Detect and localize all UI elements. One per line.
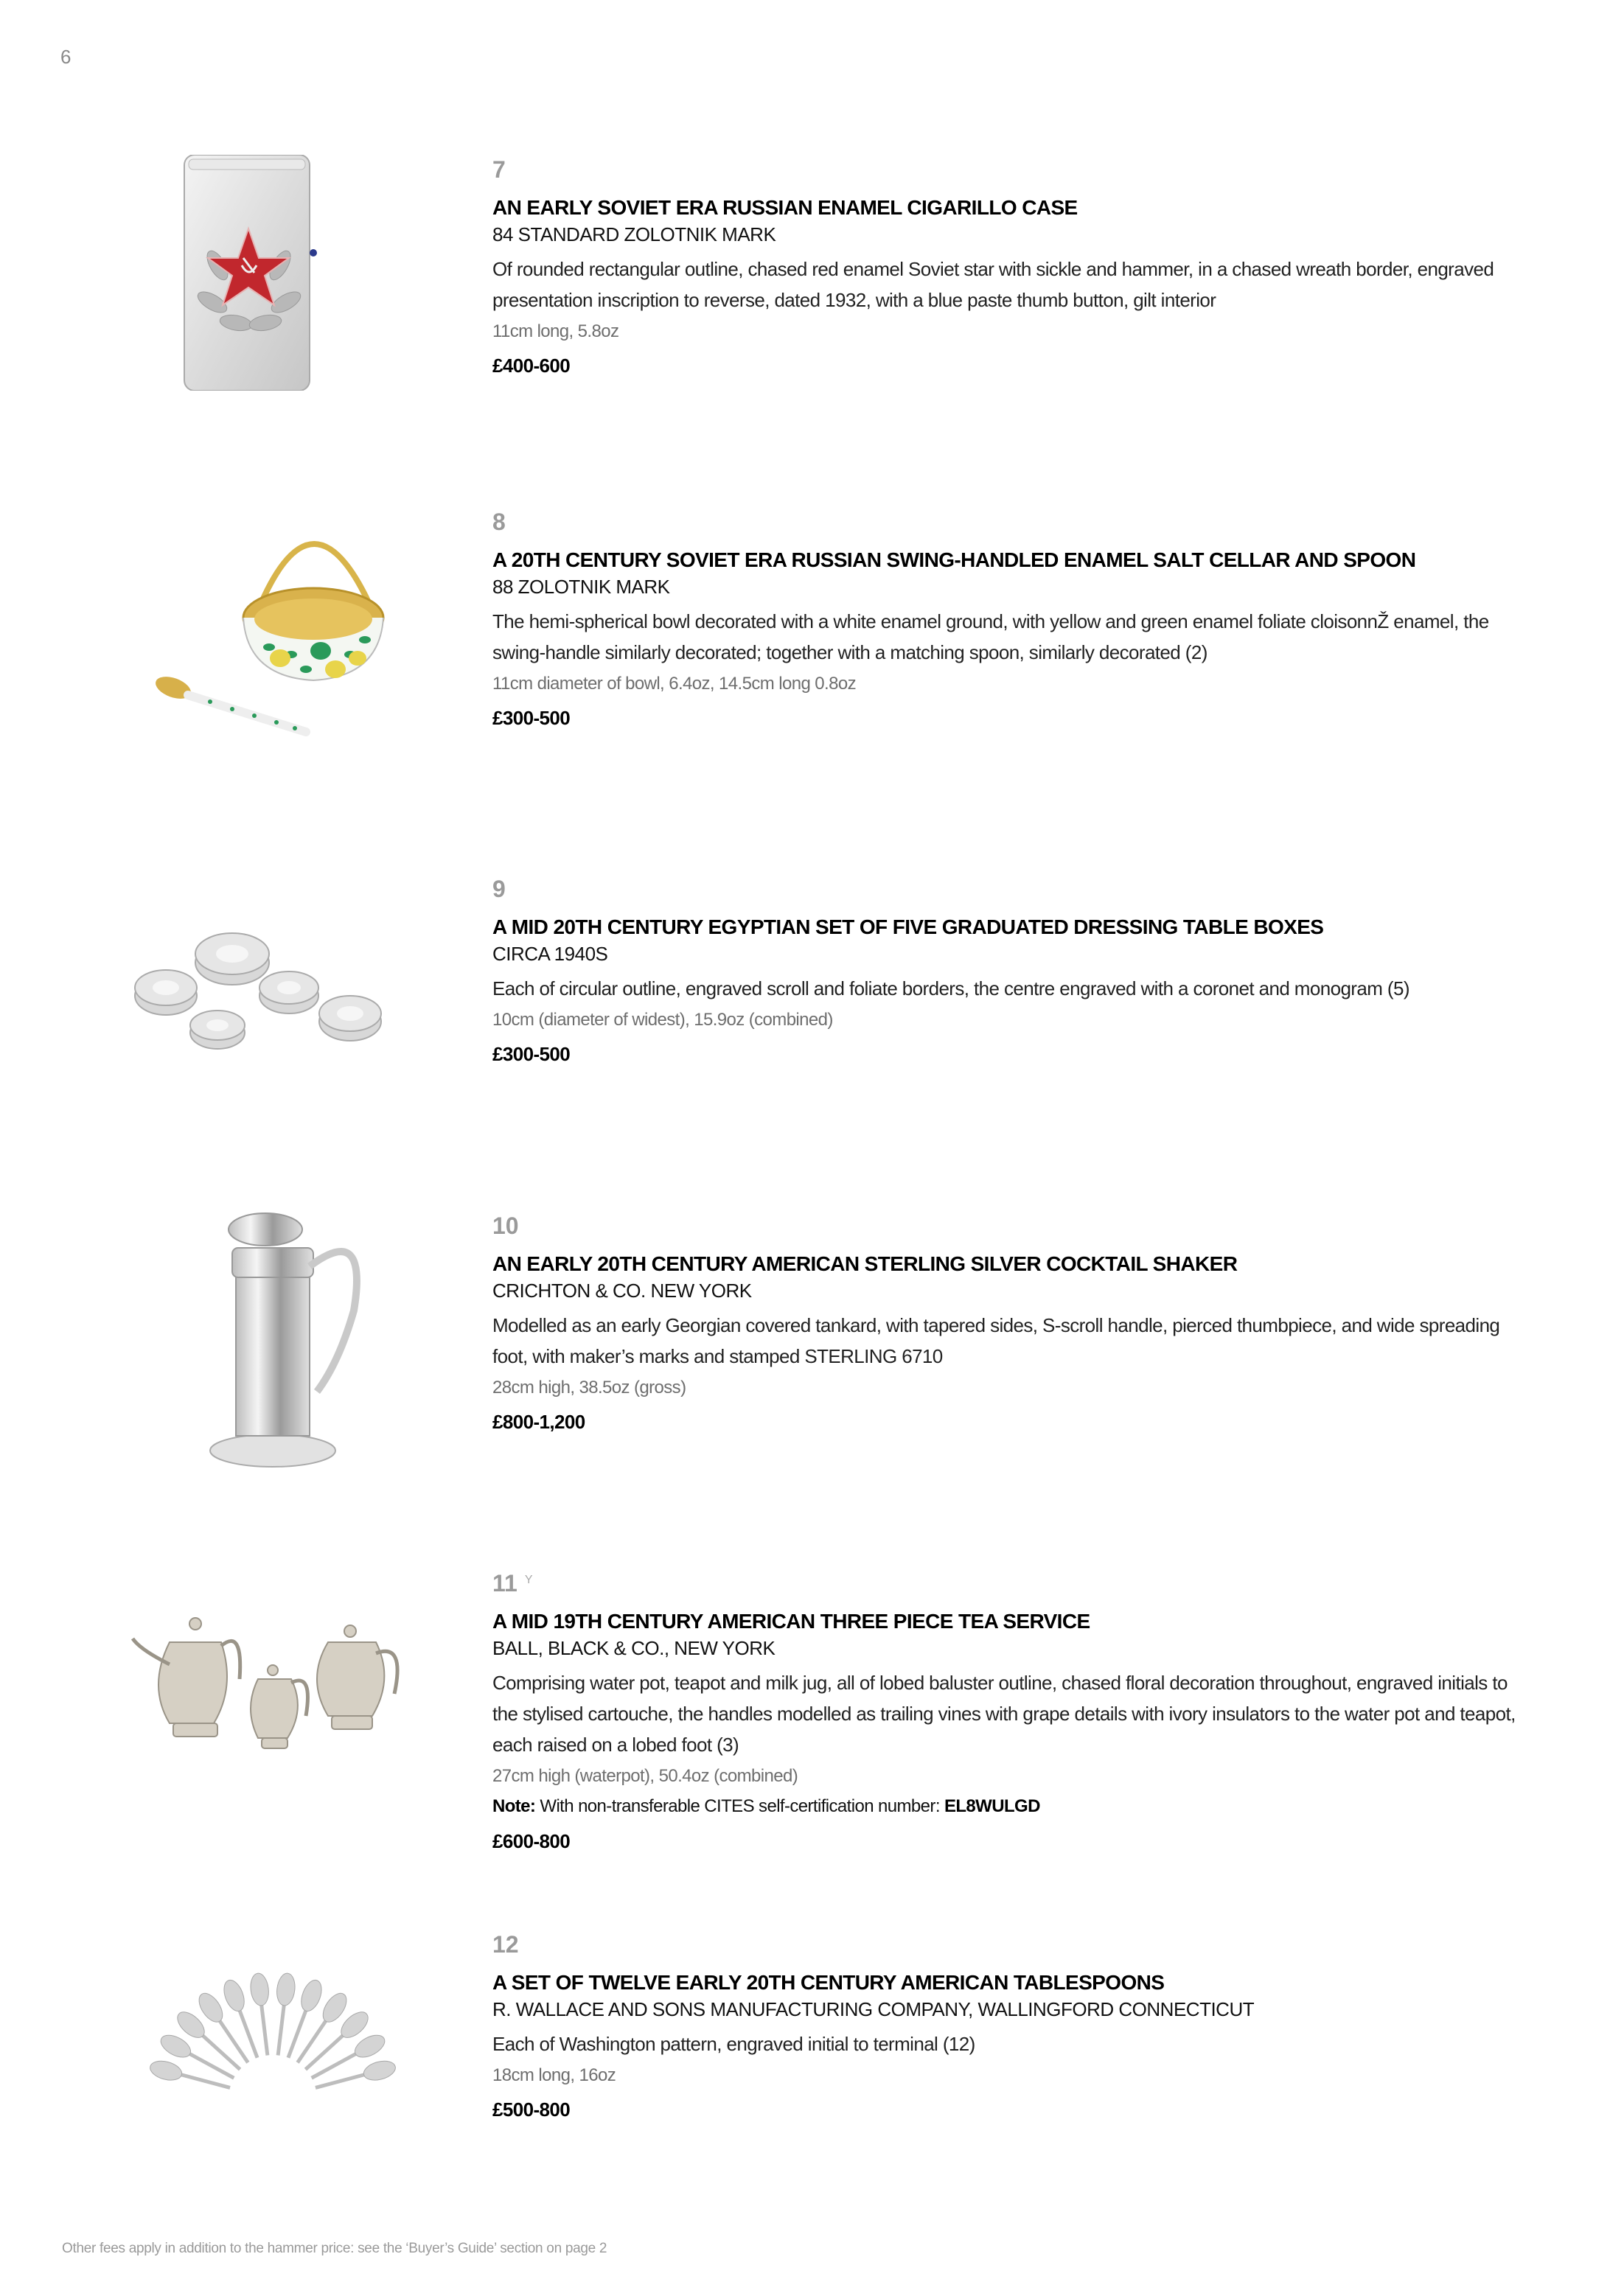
lot-note: [492, 1791, 1524, 1822]
lot-number: 7: [492, 156, 506, 183]
lot-description: Each of Washington pattern, engraved initial to terminal (12): [492, 2033, 975, 2055]
lot-dimensions: 18cm long, 16oz: [492, 2065, 616, 2085]
lot-dimensions: 10cm (diameter of widest), 15.9oz (combined): [492, 1010, 833, 1030]
lot-description: Comprising water pot, teapot and milk jug, all of lobed baluster outline, chased floral decoration throughout, engraved initials to the stylised cartouche, the handles modelled as trailing vines with grape details with ivory insulators to the water pot and teapot, each raised on a lobed foot (3): [492, 1672, 1516, 1756]
lot-title: A 20TH CENTURY SOVIET ERA RUSSIAN SWING-HANDLED ENAMEL SALT CELLAR AND SPOON: [492, 548, 1416, 571]
note-text: With non-transferable CITES self-certification number:: [535, 1796, 944, 1816]
lot-number: [492, 1569, 1524, 1598]
lot-description: Of rounded rectangular outline, chased red enamel Soviet star with sickle and hammer, in a chased wreath border, engraved presentation inscription to reverse, dated 1932, with a blue paste thumb button, gilt interior: [492, 258, 1494, 311]
lot-text: [492, 874, 1524, 1070]
lot-subtitle: BALL, BLACK & CO., NEW YORK: [492, 1637, 776, 1659]
lot-text: [492, 1569, 1524, 1857]
lot-text: [492, 155, 1524, 382]
lot-subtitle: 88 ZOLOTNIK MARK: [492, 576, 670, 598]
lot-estimate: £500-800: [492, 2098, 571, 2121]
lot-estimate: £400-600: [492, 355, 571, 377]
tea-service-image: [125, 1598, 420, 1753]
spoon-shape: [313, 2058, 397, 2096]
lot-title: A MID 20TH CENTURY EGYPTIAN SET OF FIVE GRADUATED DRESSING TABLE BOXES: [492, 915, 1324, 938]
lot-dimensions: 28cm high, 38.5oz (gross): [492, 1378, 686, 1398]
dressing-boxes-image: [125, 911, 420, 1058]
lot-description: The hemi-spherical bowl decorated with a white enamel ground, with yellow and green enamel foliate cloisonnŽ enamel, the swing-handle similarly decorated; together with a matching spoon, similarly decorated (2): [492, 610, 1489, 663]
spoon-shape: [148, 2058, 232, 2096]
lot-dimensions: 27cm high (waterpot), 50.4oz (combined): [492, 1766, 798, 1786]
lot-number: 10: [492, 1212, 519, 1239]
lot-subtitle: 84 STANDARD ZOLOTNIK MARK: [492, 223, 776, 245]
lot-subtitle: CRICHTON & CO. NEW YORK: [492, 1280, 752, 1302]
page-number: 6: [60, 46, 72, 68]
lot-subtitle: CIRCA 1940S: [492, 943, 608, 965]
lot-dimensions: 11cm diameter of bowl, 6.4oz, 14.5cm long 0.8oz: [492, 674, 856, 694]
lot-number: 12: [492, 1931, 519, 1958]
footer-note: Other fees apply in addition to the hammer price: see the ‘Buyer’s Guide’ section on page 2: [62, 2241, 607, 2256]
lot-number: 9: [492, 876, 506, 902]
lot-dimensions: 11cm long, 5.8oz: [492, 321, 619, 341]
salt-cellar-image: [129, 507, 424, 743]
tablespoons-image: [125, 1952, 420, 2099]
lot-title: A MID 19TH CENTURY AMERICAN THREE PIECE TEA SERVICE: [492, 1610, 1090, 1633]
cites-code: EL8WULGD: [944, 1796, 1040, 1816]
cites-mark: Y: [524, 1574, 533, 1586]
lot-description: Each of circular outline, engraved scroll and foliate borders, the centre engraved with a coronet and monogram (5): [492, 977, 1409, 999]
cocktail-shaker-image: [125, 1200, 420, 1473]
lot-title: AN EARLY SOVIET ERA RUSSIAN ENAMEL CIGARILLO CASE: [492, 196, 1078, 219]
lot-title: AN EARLY 20TH CENTURY AMERICAN STERLING SILVER COCKTAIL SHAKER: [492, 1252, 1238, 1275]
cigarillo-case-image: [125, 155, 420, 391]
lot-title: A SET OF TWELVE EARLY 20TH CENTURY AMERICAN TABLESPOONS: [492, 1971, 1165, 1994]
lot-estimate: £300-500: [492, 707, 571, 729]
lot-number: 8: [492, 509, 506, 535]
lot-estimate: £800-1,200: [492, 1411, 585, 1433]
lot-text: [492, 1211, 1524, 1438]
lot-text: [492, 507, 1524, 734]
lot-estimate: £300-500: [492, 1043, 571, 1065]
lot-text: [492, 1930, 1524, 2126]
note-label: Note:: [492, 1796, 536, 1816]
lot-subtitle: R. WALLACE AND SONS MANUFACTURING COMPANY, WALLINGFORD CONNECTICUT: [492, 1998, 1255, 2020]
lot-estimate: £600-800: [492, 1830, 571, 1852]
lot-number-value: 11: [492, 1570, 517, 1597]
lot-description: Modelled as an early Georgian covered tankard, with tapered sides, S-scroll handle, pierced thumbpiece, and wide spreading foot, with maker’s marks and stamped STERLING 6710: [492, 1314, 1500, 1367]
